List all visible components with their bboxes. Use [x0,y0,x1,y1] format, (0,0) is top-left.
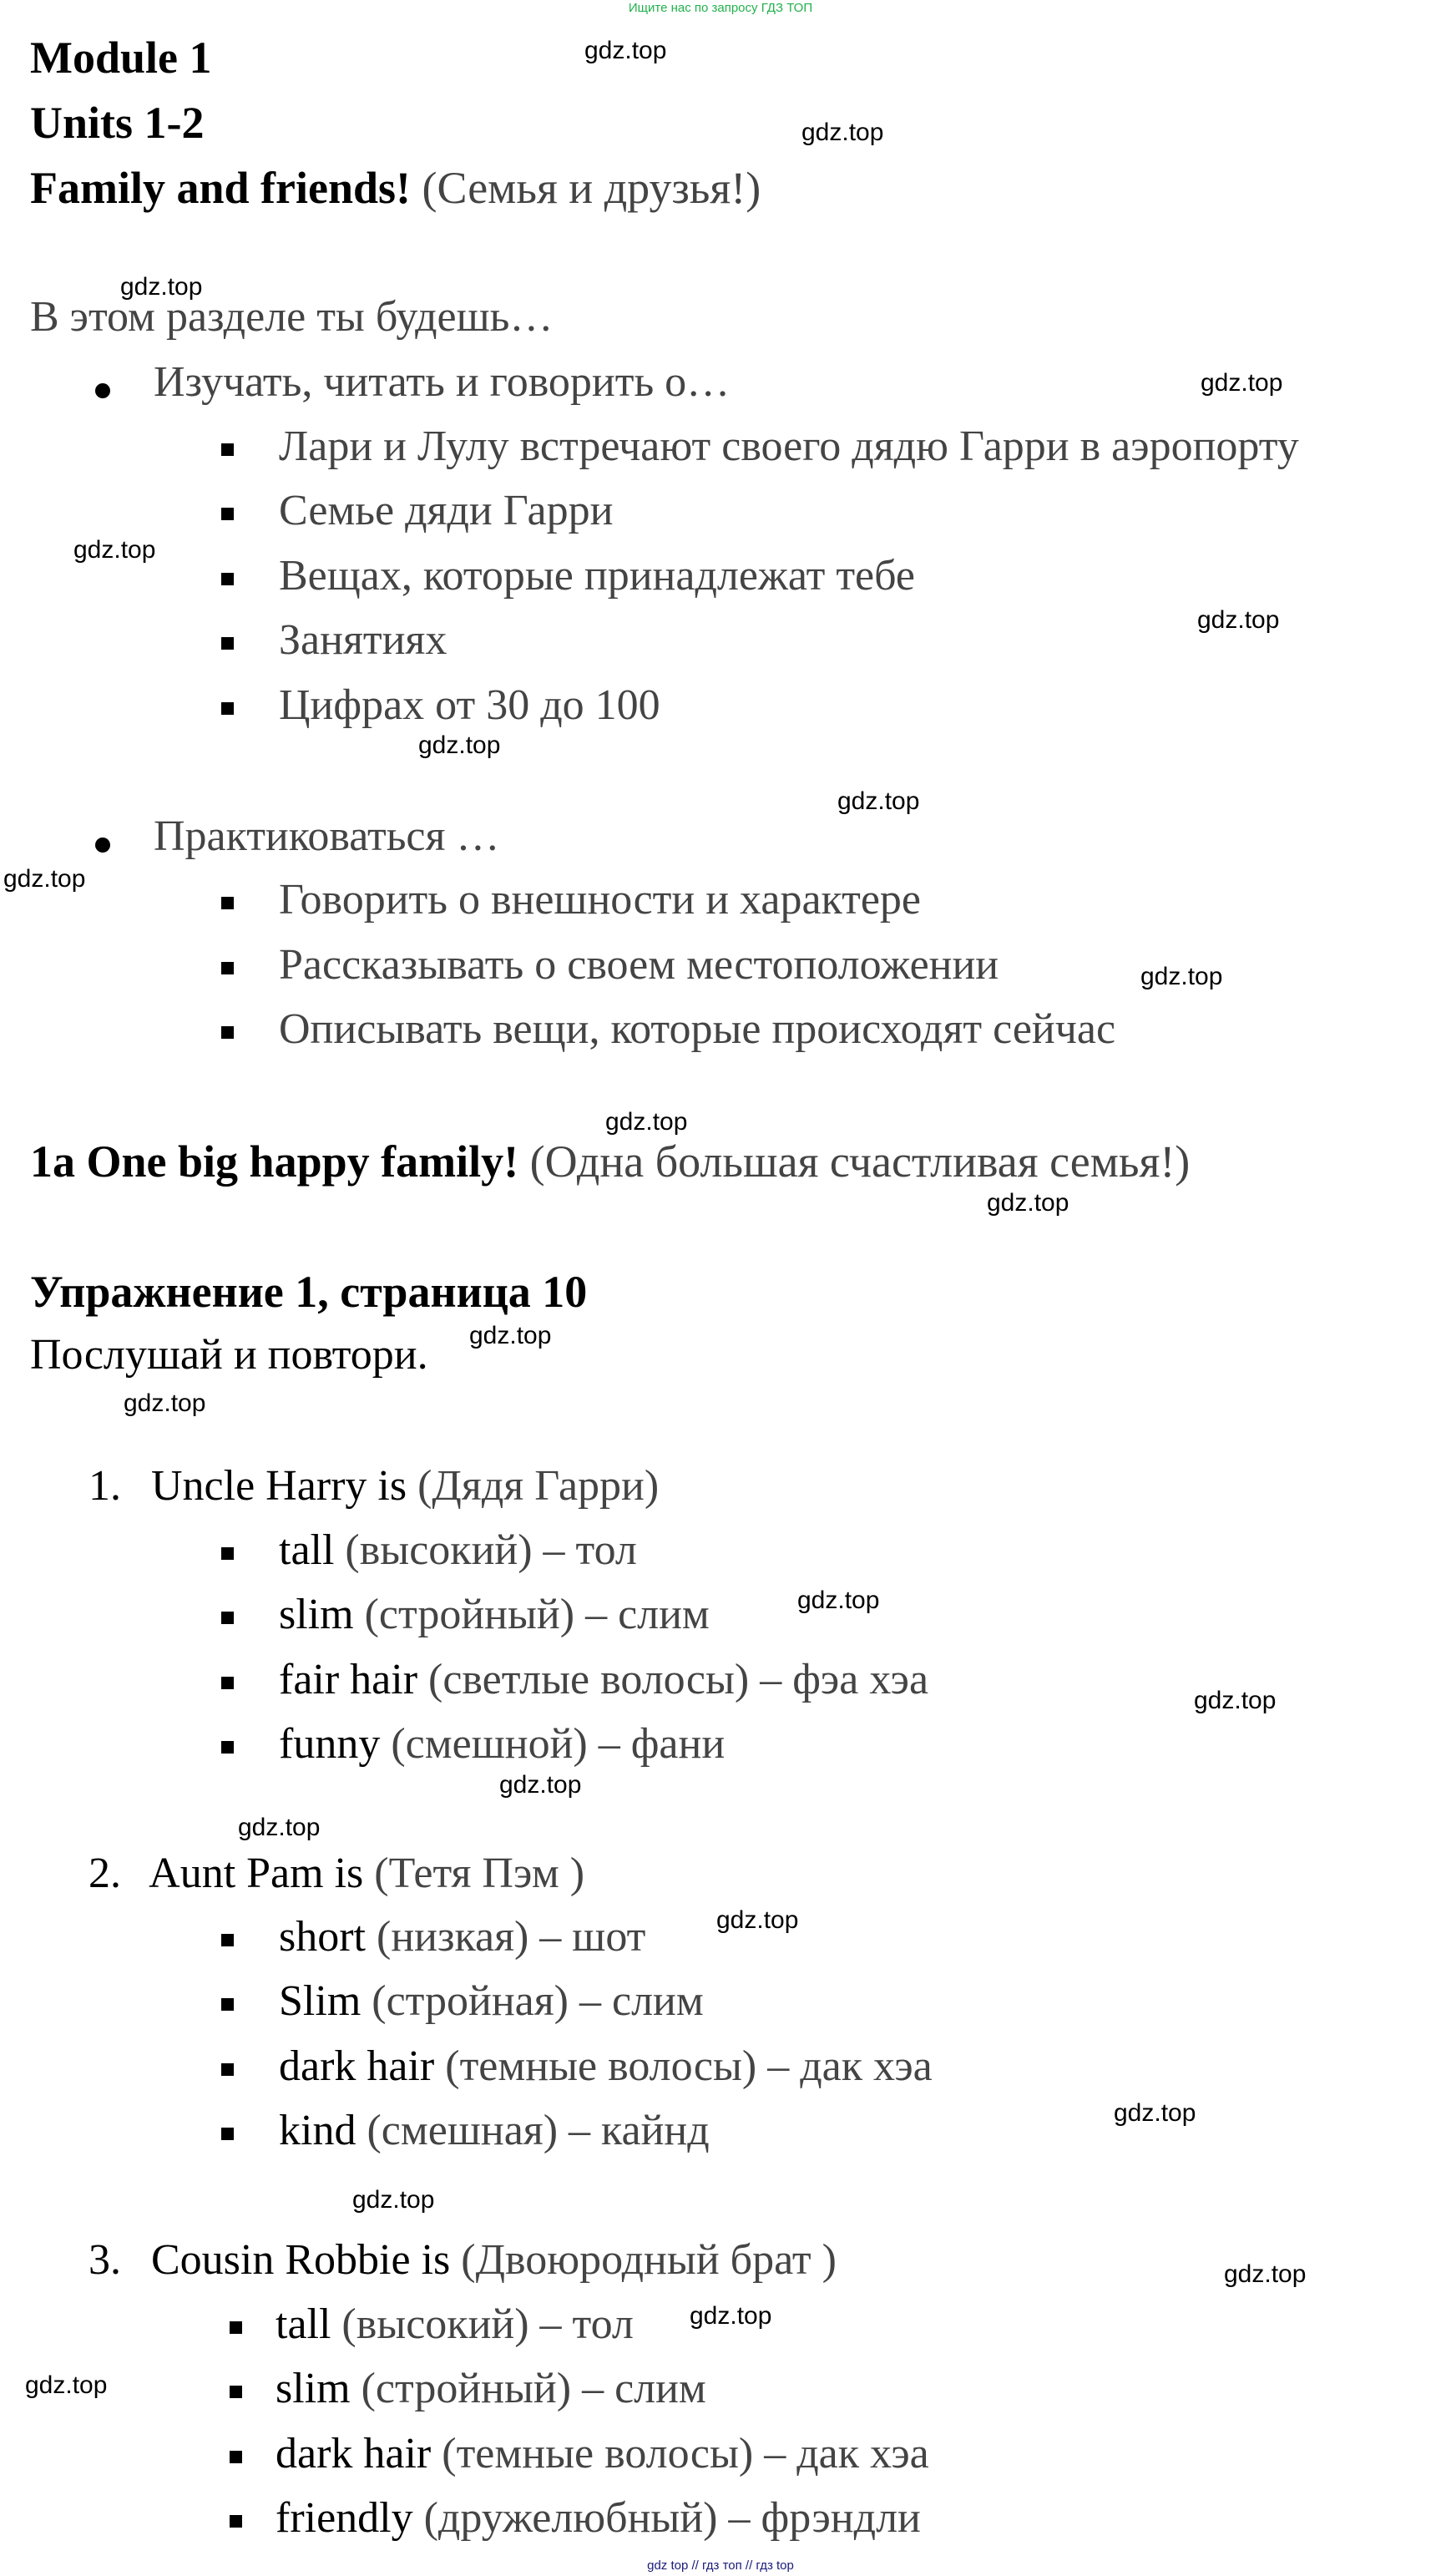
bullet-square-icon [221,443,234,456]
bullet-square-icon [221,508,234,520]
watermark: gdz.top [837,787,920,815]
vocab-item: fair hair (светлые волосы) – фэа хэа [279,1656,929,1703]
entry-ru: (Двоюродный брат ) [461,2236,837,2284]
watermark: gdz.top [1201,369,1283,397]
intro-list-item: Вещах, которые принадлежат тебе [279,552,915,600]
watermark: gdz.top [1197,606,1280,634]
bullet-square-icon [221,573,234,585]
units-title: Units 1-2 [30,98,205,148]
vocab-item: Slim (стройная) – слим [279,1977,704,2025]
vocab-item: slim (стройный) – слим [279,1591,710,1638]
bullet-square-icon [221,1547,234,1560]
vocab-item: short (низкая) – шот [279,1913,646,1961]
vocab-item: friendly (дружелюбный) – фрэндли [276,2494,921,2542]
page-title-en: Family and friends! [30,163,412,213]
vocab-item: funny (смешной) – фани [279,1720,726,1768]
intro-group-label: Изучать, читать и говорить о… [154,358,731,406]
watermark: gdz.top [3,865,86,893]
bullet-square-icon [221,962,234,974]
section-title-ru: (Одна большая счастливая семья!) [529,1136,1191,1187]
module-title: Module 1 [30,33,212,83]
intro-list-item: Цифрах от 30 до 100 [279,681,660,729]
bullet-square-icon [230,2515,242,2528]
section-title-en: 1a One big happy family! [30,1136,519,1187]
entry-number: 3. [88,2236,121,2284]
entry-heading [88,1461,659,1511]
page-title-ru: (Семья и друзья!) [422,163,761,213]
watermark: gdz.top [584,37,667,64]
entry-en: Uncle Harry is [151,1462,407,1510]
watermark: gdz.top [352,2186,435,2214]
vocab-item: dark hair (темные волосы) – дак хэа [276,2430,929,2477]
watermark: gdz.top [1194,1687,1277,1714]
watermark: gdz.top [716,1906,799,1934]
watermark: gdz.top [987,1189,1069,1217]
watermark: gdz.top [605,1108,688,1136]
vocab-item: tall (высокий) – тол [279,1526,637,1574]
exercise-title: Упражнение 1, страница 10 [30,1267,588,1317]
intro-list-item: Описывать вещи, которые происходят сейчас [279,1005,1116,1053]
vocab-item: slim (стройный) – слим [276,2365,706,2412]
watermark: gdz.top [499,1771,582,1799]
exercise-instruction: Послушай и повтори. [30,1331,428,1379]
watermark: gdz.top [690,2302,772,2330]
bullet-square-icon [221,1677,234,1689]
bullet-square-icon [230,2451,242,2463]
intro-lead: В этом разделе ты будешь… [30,293,554,341]
bullet-square-icon [230,2321,242,2334]
intro-list-item: Говорить о внешности и характере [279,876,921,924]
bullet-square-icon [221,1026,234,1039]
footer-note: gdz top // гдз топ // гдз top [647,2558,794,2573]
watermark: gdz.top [25,2371,108,2399]
top-banner-note: Ищите нас по запросу ГДЗ ТОП [628,1,813,15]
intro-list-item: Семье дяди Гарри [279,487,614,534]
watermark: gdz.top [120,273,203,301]
intro-list-item: Занятиях [279,616,447,664]
bullet-square-icon [221,702,234,715]
watermark: gdz.top [1140,963,1223,990]
bullet-square-icon [221,1998,234,2011]
intro-list-item: Рассказывать о своем местоположении [279,941,999,989]
entry-number: 2. [88,1850,121,1897]
watermark: gdz.top [124,1389,206,1417]
bullet-square-icon [221,2063,234,2076]
bullet-square-icon [221,1612,234,1624]
bullet-square-icon [221,897,234,909]
watermark: gdz.top [238,1814,321,1841]
bullet-square-icon [230,2386,242,2398]
watermark: gdz.top [1114,2099,1196,2127]
watermark: gdz.top [797,1587,880,1614]
bullet-square-icon [221,1934,234,1946]
watermark: gdz.top [801,119,884,146]
entry-en: Cousin Robbie is [151,2236,451,2284]
bullet-square-icon [221,1741,234,1754]
page-title [30,162,761,214]
watermark: gdz.top [1224,2260,1307,2288]
entry-en: Aunt Pam is [149,1850,364,1897]
watermark: gdz.top [469,1322,552,1349]
intro-list-item: Лари и Лулу встречают своего дядю Гарри в аэропорту [279,423,1299,470]
entry-heading [88,2235,837,2285]
bullet-dot-icon [95,383,110,398]
watermark: gdz.top [73,536,156,564]
entry-heading [88,1849,584,1898]
bullet-square-icon [221,637,234,650]
watermark: gdz.top [418,731,501,759]
intro-group-label: Практиковаться … [154,812,500,860]
bullet-dot-icon [95,838,110,853]
entry-ru: (Тетя Пэм ) [374,1850,585,1897]
entry-number: 1. [88,1462,121,1510]
bullet-square-icon [221,2128,234,2140]
vocab-item: tall (высокий) – тол [276,2300,634,2348]
vocab-item: dark hair (темные волосы) – дак хэа [279,2042,933,2090]
entry-ru: (Дядя Гарри) [417,1462,660,1510]
vocab-item: kind (смешная) – кайнд [279,2107,710,2154]
section-title [30,1136,1190,1187]
